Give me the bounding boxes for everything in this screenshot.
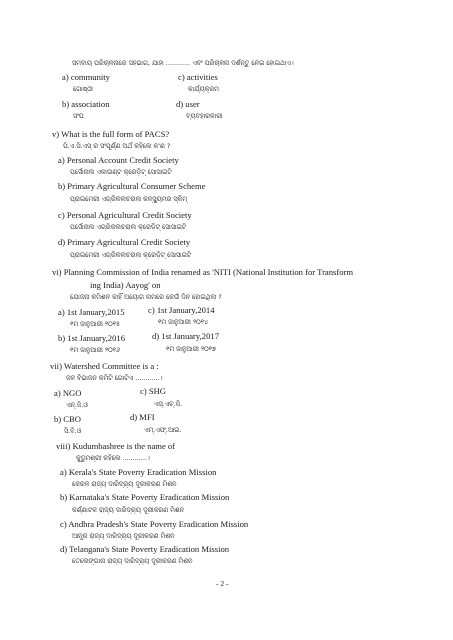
q5-option-a-odia: ପର୍ସୋନାଲ ଏକାଉଣ୍ଟ କ୍ରେଡ଼ିଟ୍ ସୋସାଇଟି [70,168,172,176]
q7-option-d: d) MFI [130,412,155,422]
q-intro-option-c-odia: କାର୍ଯ୍ୟକ୍ରମ [188,85,219,93]
q7-option-a: a) NGO [54,388,82,398]
q-intro-option-d: d) user [176,99,200,109]
q7-question: vii) Watershed Committee is a : [50,361,159,371]
q8-question: viii) Kudumbashree is the name of [56,441,176,451]
q8-option-d: d) Telangana's State Poverty Eradication Mission [60,544,230,554]
q8-option-a-odia: କେରଳ ରାଜ୍ୟ ଦାରିଦ୍ର୍ୟ ଦୂରୀକରଣ ମିଶନ [72,480,177,488]
q7-option-d-odia: ଏମ୍.ଏଫ୍.ଆଇ. [144,426,182,434]
q7-option-c-odia: ଏସ୍.ଏଚ୍.ଜି. [154,400,183,408]
q6-option-b-odia: ୧ମ ଜାନୁଆରୀ ୨୦୧୬ [70,346,121,354]
q5-option-c: c) Personal Agricultural Credit Society [58,210,192,220]
q7-option-b-odia: ସି.ବି.ଓ [64,427,81,435]
q8-option-d-odia: ତେଲେଙ୍ଗାନା ରାଜ୍ୟ ଦାରିଦ୍ର୍ୟ ଦୂରୀକରଣ ମିଶନ [72,557,193,565]
q6-question-line2: ing India) Aayog' on [90,280,161,290]
q5-option-d-odia: ପ୍ରାଇମେରୀ ଏଗ୍ରିକଲଚରାଲ କ୍ରେଡ଼ିଟ୍ ସୋସାଇଟି [70,251,192,259]
q6-odia: ଯୋଜନା କମିଶନ କାହିଁ ଅୟୋଗ ନାମରେ କେଉଁ ଦିନ ହୋଇଥିଲା ? [70,293,222,301]
q6-option-b: b) 1st January,2016 [58,333,125,343]
q6-option-c-odia: ୧ମ ଜାନୁଆରୀ ୨୦୧୪ [158,318,209,326]
q7-option-a-odia: ଏନ୍.ଜି.ଓ [66,401,88,409]
q-intro-option-a-odia: ଗୋଷ୍ଠୀ [73,85,93,93]
q-intro-option-b: b) association [62,99,110,109]
q6-option-a-odia: ୧ମ ଜାନୁଆରୀ ୨୦୧୫ [70,320,120,328]
q5-option-b-odia: ପ୍ରାଇମେରୀ ଏଗ୍ରିକଲଚରାଲ କନ୍ସ୍ୟୁମର ସ୍କିମ୍ [70,195,188,203]
q5-option-d: d) Primary Agricultural Credit Society [58,237,191,247]
q-intro-odia: ସମବାୟ ପରିଚାଳନାରେ ସହଭାଗ, ଯାହା ............ ଏବଂ ପରିଚାଳନା ଦର୍ଶନ୍ତୁ ନେଇ ହୋଇଥାଏ। [72,59,294,67]
q-intro-option-d-odia: ବ୍ୟବହାରକାରୀ [186,112,223,120]
q8-option-c: c) Andhra Pradesh's State Poverty Eradication Mission [60,519,249,529]
q7-odia: ଜଳ ବିଭାଜନ କମିଟି ଗୋଟିଏ ............। [66,374,163,382]
q7-option-c: c) SHG [140,386,167,396]
q5-question: v) What is the full form of PACS? [52,129,170,139]
q6-option-d: d) 1st January,2017 [152,331,219,341]
q8-odia: କୁଡୁମଶ୍ରୀ କହିଲେ ............। [76,454,150,462]
q6-question-line1: vi) Planning Commission of India renamed as 'NITI (National Institution for Transform [52,267,354,277]
q8-option-a: a) Kerala's State Poverty Eradication Mission [60,467,217,477]
q5-odia: ପି.ଏ.ସି.ଏସ୍ ର ସଂପୂର୍ଣ୍ଣ ଅର୍ଥ କହିଲେ କ'ଣ ? [63,142,171,150]
q7-option-b: b) CBO [54,414,81,424]
q8-option-b-odia: କର୍ଣ୍ଣାଟକ ରାଜ୍ୟ ଦାରିଦ୍ର୍ୟ ଦୂରୀକରଣ ମିଶନ [72,506,185,514]
q6-option-a: a) 1st January,2015 [58,307,125,317]
q-intro-option-b-odia: ସଂଘ [73,112,84,120]
q-intro-option-a: a) community [62,72,110,82]
q5-option-a: a) Personal Account Credit Society [58,155,179,165]
q8-option-b: b) Karnataka's State Poverty Eradication Mission [60,492,230,502]
q8-option-c-odia: ଆନ୍ଧ୍ର ରାଜ୍ୟ ଦାରିଦ୍ର୍ୟ ଦୂରୀକରଣ ମିଶନ [72,532,175,540]
q6-option-c: c) 1st January,2014 [148,305,215,315]
page-number: - 2 - [216,579,229,588]
q5-option-b: b) Primary Agricultural Consumer Scheme [58,181,206,191]
q5-option-c-odia: ପର୍ସୋନାଲ ଏଗ୍ରିକଲଚରାଲ କ୍ରେଡ଼ିଟ୍ ସୋସାଇଟି [70,223,187,231]
q6-option-d-odia: ୧ମ ଜାନୁଆରୀ ୨୦୧୭ [166,345,216,353]
q-intro-option-c: c) activities [178,72,218,82]
